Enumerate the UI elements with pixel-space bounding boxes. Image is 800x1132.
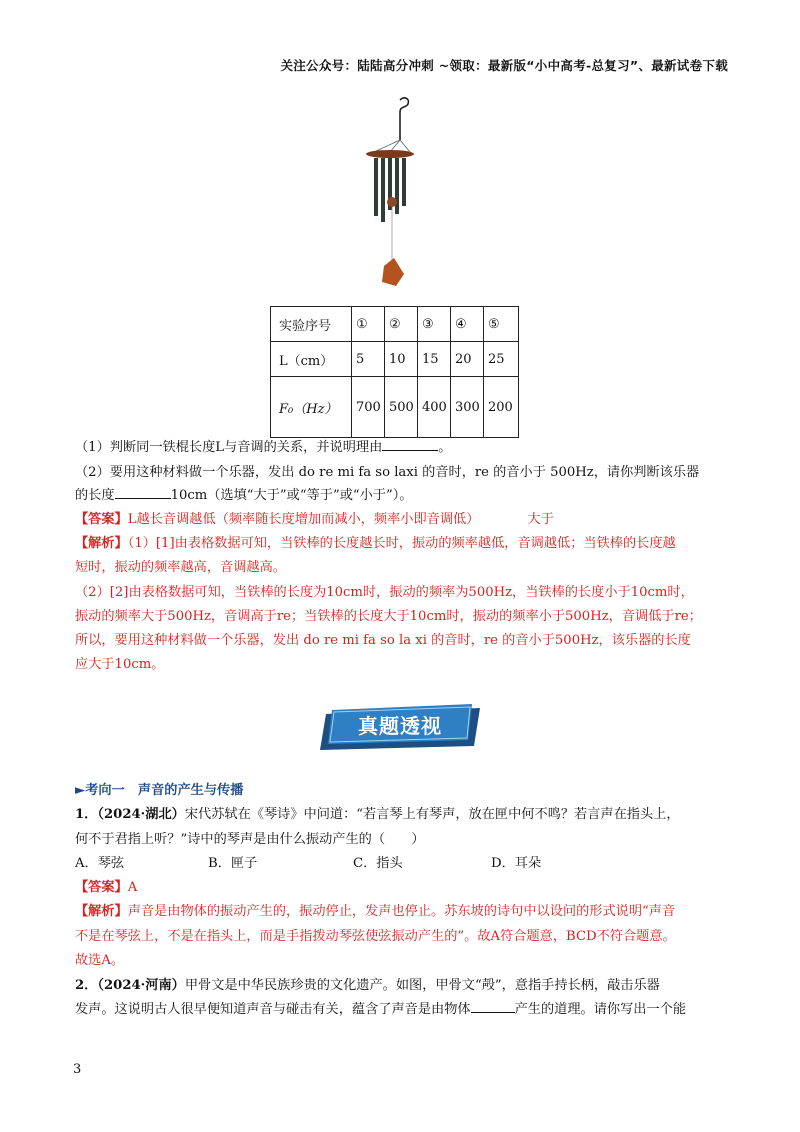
page-number: 3 xyxy=(73,1062,82,1077)
answer-blank xyxy=(471,999,515,1013)
page-header: 关注公众号：陆陆高分冲刺 ~领取：最新版“小中高考-总复习”、最新试卷下载 xyxy=(280,58,728,73)
explanation-1-line-5: 所以，要用这种材料做一个乐器，发出 do re mi fa so la xi 的音时，re 的音小于500Hz，该乐器的长度 xyxy=(75,633,691,648)
wind-chime-illustration xyxy=(360,96,420,292)
banner-title: 真题透视 xyxy=(358,714,442,738)
table-row: 实验序号 ① ② ③ ④ ⑤ xyxy=(271,307,519,342)
explanation-1-line-6: 应大于10cm。 xyxy=(75,657,165,672)
explanation-1-line-3: （2）[2]由表格数据可知，当铁棒的长度为10cm时，振动的频率为500Hz，当铁棒的长度小于10cm时， xyxy=(75,585,694,600)
problem-2-line-2: 发声。这说明古人很早便知道声音与碰击有关，蕴含了声音是由物体 产生的道理。请你写出一个能 xyxy=(75,999,686,1021)
problem-1-line-2: 何不于君指上听？”诗中的琴声是由什么振动产生的（ ） xyxy=(75,832,425,847)
question-1: （1）判断同一铁棍长度L与音调的关系，并说明理由 。 xyxy=(75,437,451,459)
explanation-p1-line-2: 不是在琴弦上，不是在指头上，而是手指拨动琴弦使弦振动产生的”。故A符合题意，BCD不符合题意。 xyxy=(75,929,676,944)
explanation-p1-line-3: 故选A。 xyxy=(75,953,125,968)
explanation-1-line-2: 短时，振动的频率越高，音调越高。 xyxy=(75,560,286,575)
section-title: ►考向一 声音的产生与传播 xyxy=(75,783,244,798)
explanation-1-line-1: 【解析】（1）[1]由表格数据可知，当铁棒的长度越长时，振动的频率越低，音调越低；当铁棒的长度越 xyxy=(75,536,676,551)
answer-blank xyxy=(382,437,438,451)
data-table xyxy=(270,306,519,438)
table-row: L（cm） 5 10 15 20 25 xyxy=(271,342,519,377)
option-d: D．耳朵 xyxy=(491,856,542,871)
problem-1-line-1: 1．（2024·湖北）宋代苏轼在《琴诗》中问道：“若言琴上有琴声，放在匣中何不鸣？若言声在指头上， xyxy=(75,807,680,822)
question-2-line-1: （2）要用这种材料做一个乐器，发出 do re mi fa so laxi 的音时，re 的音小于 500Hz，请你判断该乐器 xyxy=(75,465,700,480)
option-a: A．琴弦 xyxy=(75,856,125,871)
answer-1: 【答案】L越长音调越低（频率随长度增加而减小，频率小即音调低） 大于 xyxy=(75,512,554,527)
question-2-line-2: 的长度 10cm（选填“大于”或“等于”或“小于”）。 xyxy=(75,485,413,507)
option-c: C．指头 xyxy=(353,856,403,871)
answer-blank xyxy=(115,485,171,499)
option-b: B．匣子 xyxy=(208,856,258,871)
answer-p1: 【答案】A xyxy=(75,880,138,895)
explanation-p1-line-1: 【解析】声音是由物体的振动产生的，振动停止，发声也停止。苏东坡的诗句中以设问的形式说明“声音 xyxy=(75,904,676,919)
table-row: F₀（Hz） 700 500 400 300 200 xyxy=(271,377,519,438)
problem-2-line-1: 2．（2024·河南）甲骨文是中华民族珍贵的文化遗产。如图，甲骨文“殸”，意指手持长柄，敲击乐器 xyxy=(75,978,660,993)
explanation-1-line-4: 振动的频率大于500Hz，音调高于re；当铁棒的长度大于10cm时，振动的频率小于500Hz，音调低于re； xyxy=(75,609,702,624)
